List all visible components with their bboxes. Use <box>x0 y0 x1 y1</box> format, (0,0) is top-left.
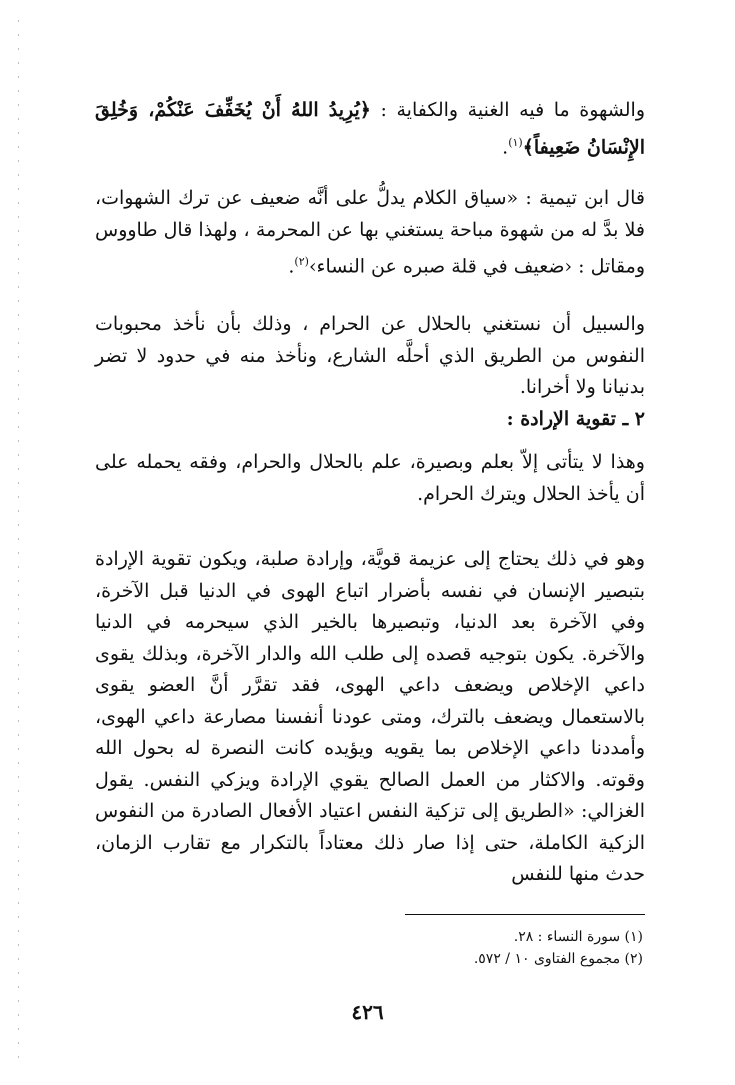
scan-edge-mark <box>18 20 19 1065</box>
footnote-ref-2: (٢) <box>294 255 309 269</box>
paragraph-2-end: . <box>288 255 295 278</box>
paragraph-5 <box>95 544 645 891</box>
quran-verse: ﴿يُرِيدُ اللهُ أَنْ يُخَفِّفَ عَنْكُمْ، وَخُلِقَ الإِنْسَانُ ضَعِيفاً﴾ <box>95 99 645 158</box>
footnote-1: (١) سورة النساء : ٢٨. <box>513 929 643 945</box>
paragraph-1-text: والشهوة ما فيه الغنية والكفاية : <box>370 99 645 121</box>
paragraph-2-text: قال ابن تيمية : «سياق الكلام يدلُّ على أنَّه ضعيف عن ترك الشهوات، فلا بدَّ له من شهوة مباحة يستغني بها عن المحرمة ، ولهذا قال طاووس ومقاتل : ‹ضعيف في قلة صبره عن النساء› <box>95 187 645 278</box>
footnote-ref-1: (١) <box>508 135 523 149</box>
paragraph-2 <box>95 183 645 283</box>
paragraph-4 <box>95 447 645 510</box>
footnote-divider <box>405 914 645 915</box>
section-heading-text: ٢ ـ تقوية الإرادة : <box>506 407 645 430</box>
page-number: ٤٢٦ <box>351 1000 384 1024</box>
paragraph-3 <box>95 309 645 404</box>
footnotes <box>243 926 643 970</box>
section-heading <box>95 404 645 436</box>
paragraph-4-text: وهذا لا يتأتى إلاّ بعلم وبصيرة، علم بالحلال والحرام، وفقه يحمله على أن يأخذ الحلال ويترك الحرام. <box>95 451 645 505</box>
paragraph-5-text: وهو في ذلك يحتاج إلى عزيمة قويَّة، وإرادة صلبة، ويكون تقوية الإرادة بتبصير الإنسان في نفسه بأضرار اتباع الهوى في الدنيا قبل الآخرة، وفي الآخرة بعد الدنيا، وتبصيرها بالخير الذي سيحرمه في الدنيا والآخرة. يكون بتوجيه قصده إلى طلب الله والدار الآخرة، وبذلك يقوى داعي الإخلاص ويضعف داعي الهوى، فقد تقرَّر أنَّ العضو يقوى بالاستعمال ويضعف بالترك، ومتى عودنا أنفسنا مصارعة داعي الهوى، وأمددنا داعي الإخلاص بما يقويه ويؤيده كانت النصرة له بحول الله وقوته. والاكثار من العمل الصالح يقوي الإرادة ويزكي النفس. يقول الغزالي: «الطريق إلى تزكية النفس اعتياد الأفعال الصادرة من النفوس الزكية الكاملة، حتى إذا صار ذلك معتاداً بالتكرار مع تقارب الزمان، حدث منها للنفس <box>95 548 645 886</box>
page-body <box>95 95 645 891</box>
paragraph-1 <box>95 95 645 163</box>
paragraph-1-end: . <box>502 135 509 158</box>
footnote-2: (٢) مجموع الفتاوى ١٠ / ٥٧٢. <box>473 951 643 967</box>
paragraph-3-text: والسبيل أن نستغني بالحلال عن الحرام ، وذلك بأن نأخذ محبوبات النفوس من الطريق الذي أحلَّه الشارع، ونأخذ منه في حدود لا تضر بدنيانا ولا أخرانا. <box>95 313 645 399</box>
